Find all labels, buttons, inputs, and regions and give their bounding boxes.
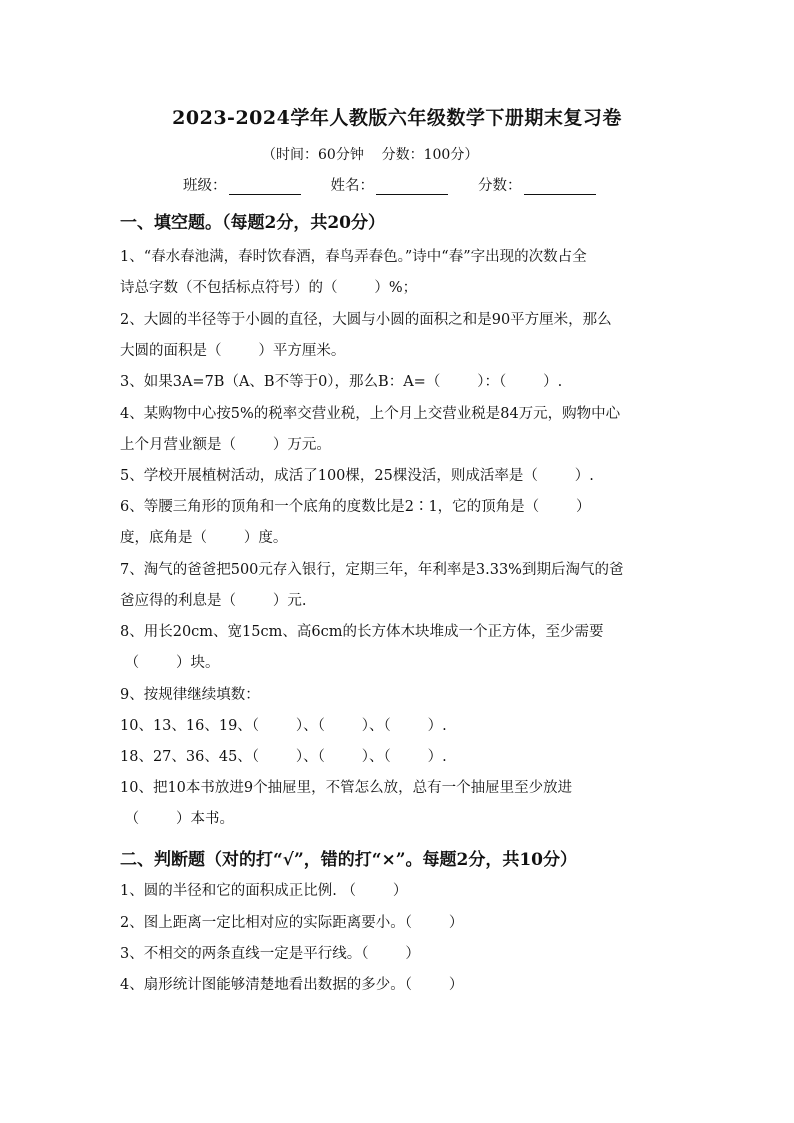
question-line: 10、13、16、19、（ ）、（ ）、（ ）.	[120, 718, 447, 734]
question-line: 4、某购物中心按5%的税率交营业税，上个月上交营业税是84万元，购物中心	[120, 406, 621, 422]
question-line: 2、大圆的半径等于小圆的直径，大圆与小圆的面积之和是90平方厘米，那么	[120, 312, 612, 328]
question-line: 诗总字数（不包括标点符号）的（ ）%；	[120, 280, 418, 296]
question-line: 度，底角是（ ）度。	[120, 530, 288, 546]
question-line: 1、圆的半径和它的面积成正比例. （ ）	[120, 883, 408, 899]
question-line: 爸应得的利息是（ ）元.	[120, 593, 307, 609]
page-title: 2023-2024学年人教版六年级数学下册期末复习卷	[172, 107, 622, 129]
question-line: 7、淘气的爸爸把500元存入银行，定期三年，年利率是3.33%到期后淘气的爸	[120, 562, 624, 578]
question-line: 大圆的面积是（ ）平方厘米。	[120, 343, 346, 359]
score-label: 分数：	[478, 178, 522, 194]
question-line: 6、等腰三角形的顶角和一个底角的度数比是2∶1，它的顶角是（ ）	[120, 499, 591, 515]
score-field	[478, 174, 596, 195]
question-line: 8、用长20cm、宽15cm、高6cm的长方体木块堆成一个正方体，至少需要	[120, 624, 604, 640]
question-line: 2、图上距离一定比相对应的实际距离要小。（ ）	[120, 915, 464, 931]
question-line: 3、不相交的两条直线一定是平行线。（ ）	[120, 946, 420, 962]
name-field	[331, 174, 449, 195]
question-line: （ ）本书。	[120, 811, 234, 827]
score-blank	[524, 178, 596, 195]
question-line: 1、“春水春池满，春时饮春酒，春鸟弄春色。”诗中“春”字出现的次数占全	[120, 249, 587, 265]
student-info-row	[183, 174, 626, 195]
question-line: 10、把10本书放进9个抽屉里，不管怎么放，总有一个抽屉里至少放进	[120, 780, 573, 796]
question-line: （ ）块。	[120, 655, 220, 671]
section1-heading: 一、填空题。（每题2分，共20分）	[120, 213, 385, 233]
class-label: 班级：	[183, 178, 227, 194]
question-line: 上个月营业额是（ ）万元。	[120, 437, 331, 453]
name-label: 姓名：	[330, 178, 374, 194]
class-blank	[229, 178, 301, 195]
section2-heading: 二、判断题（对的打“√”，错的打“×”。每题2分，共10分）	[120, 850, 578, 870]
question-line: 5、学校开展植树活动，成活了100棵，25棵没活，则成活率是（ ）.	[120, 468, 594, 484]
question-line: 4、扇形统计图能够清楚地看出数据的多少。（ ）	[120, 977, 464, 993]
class-field	[183, 174, 301, 195]
question-line: 9、按规律继续填数：	[120, 687, 260, 703]
name-blank	[376, 178, 448, 195]
time-score-subtitle: （时间：60分钟 分数：100分）	[262, 147, 479, 163]
question-line: 18、27、36、45、（ ）、（ ）、（ ）.	[120, 749, 447, 765]
question-line: 3、如果3A=7B（A、B不等于0），那么B：A=（ ）：（ ）.	[120, 374, 563, 390]
